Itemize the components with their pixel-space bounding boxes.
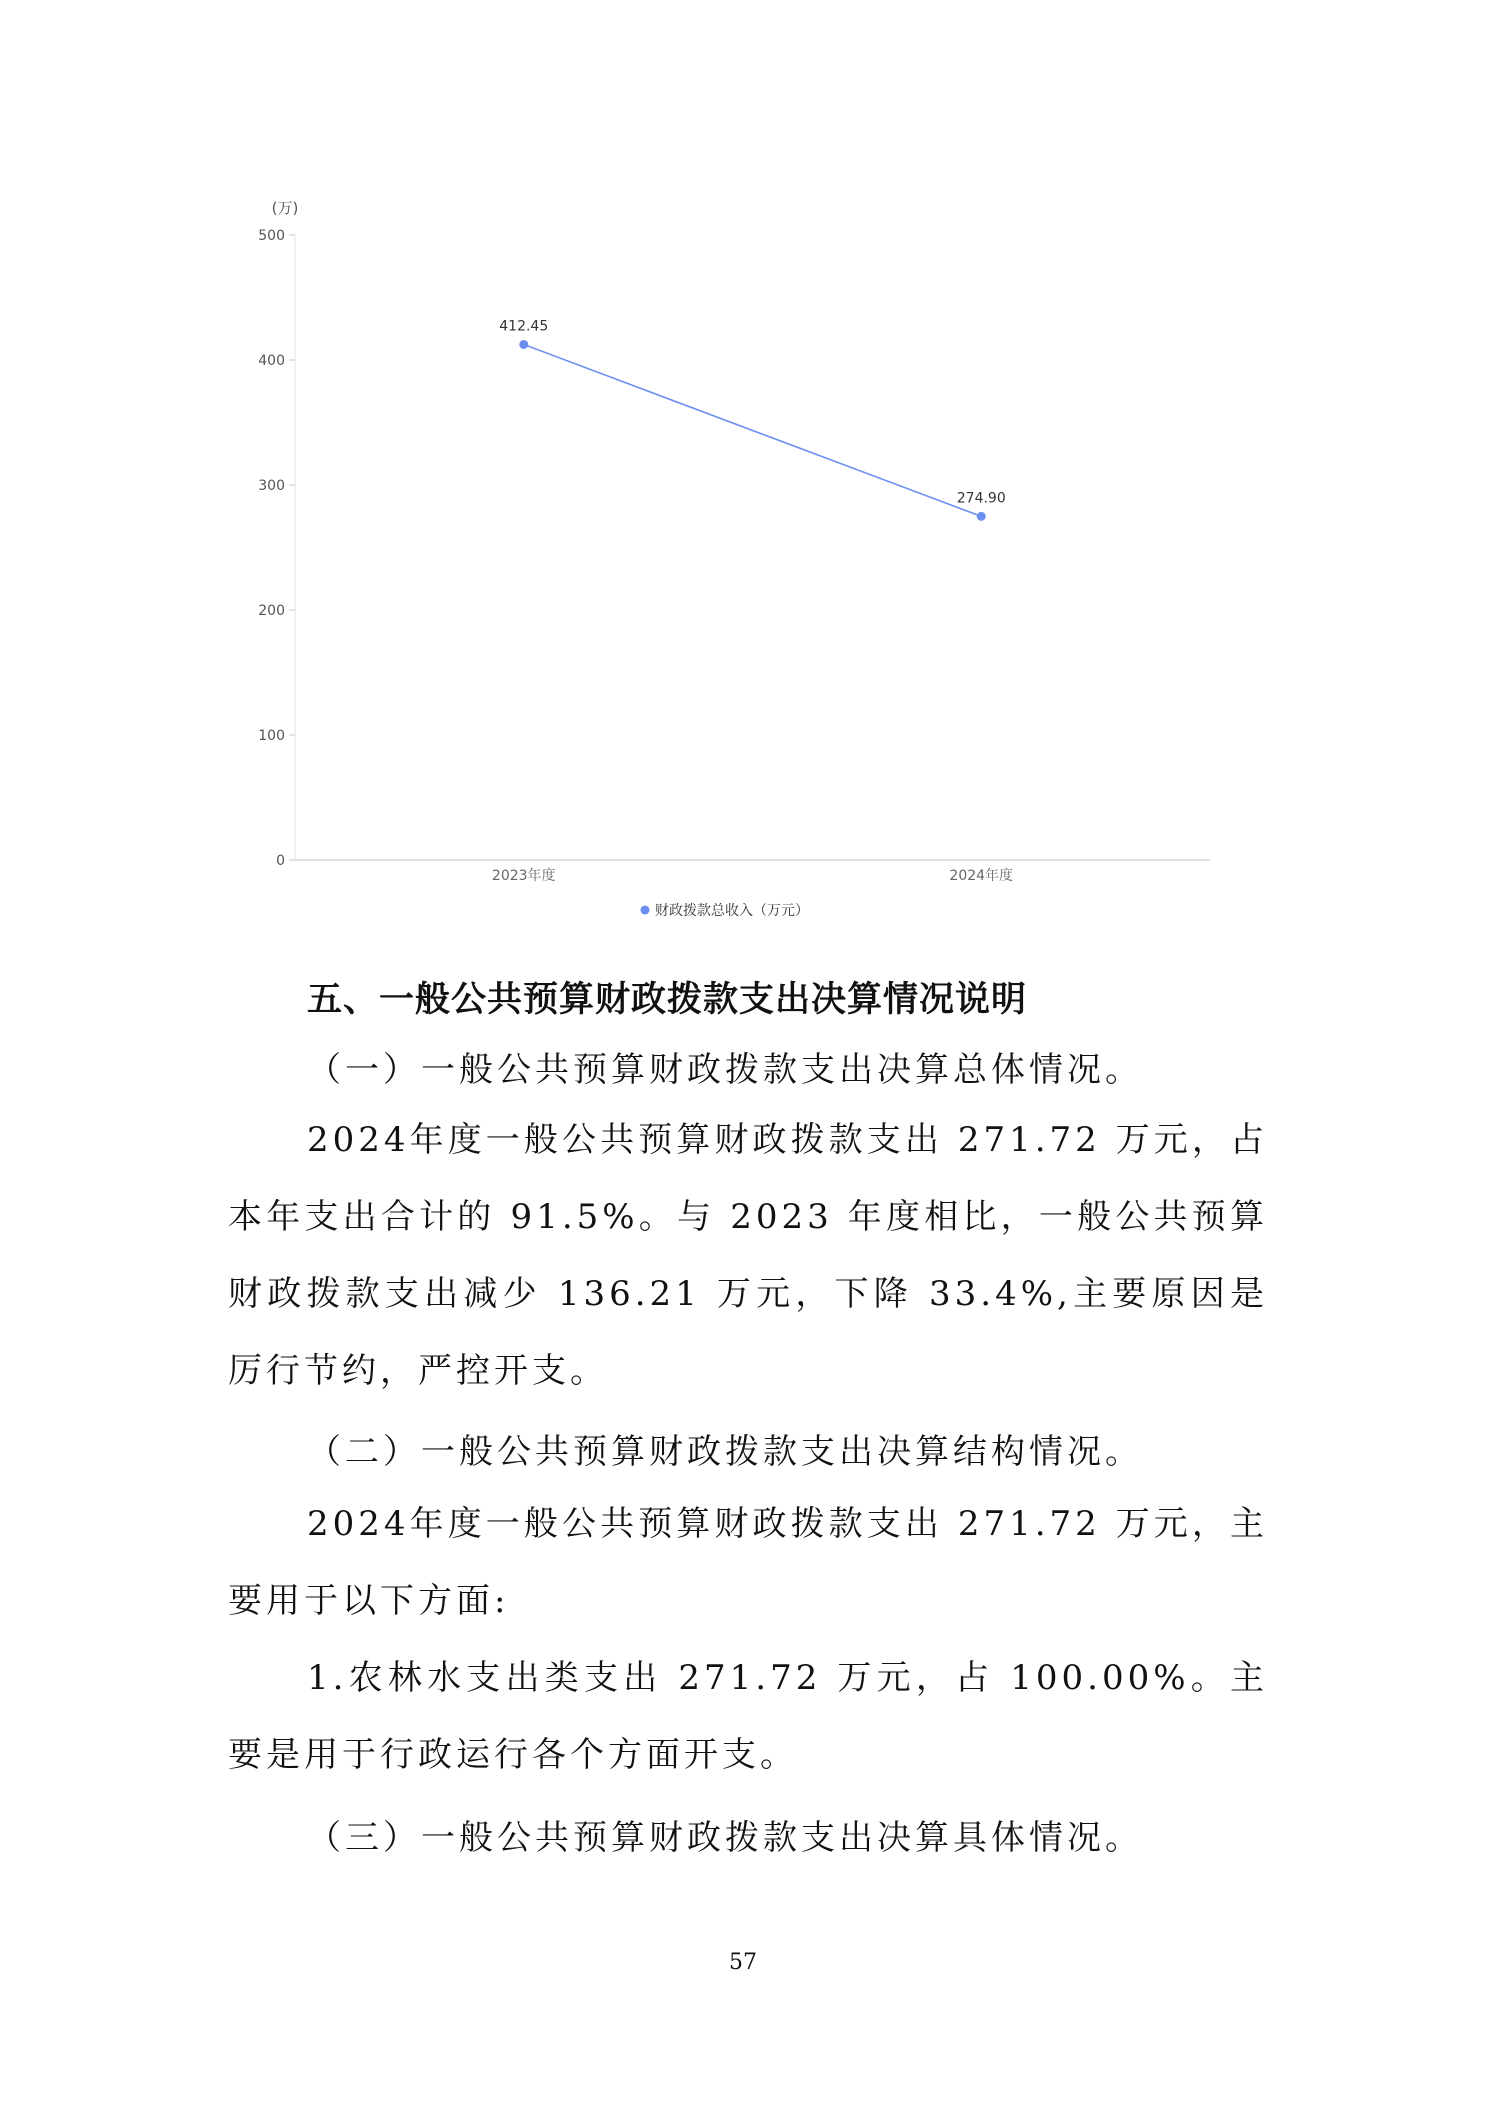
legend-label: 财政拨款总收入（万元）	[655, 903, 809, 919]
legend	[641, 902, 810, 919]
data-point	[977, 512, 986, 521]
x-axis	[492, 867, 1013, 884]
legend-marker	[641, 906, 650, 915]
y-tick-label: 0	[276, 853, 285, 869]
subheading-details: （三）一般公共预算财政拨款支出决算具体情况。	[307, 1818, 1143, 1858]
y-tick-label: 100	[258, 728, 285, 744]
y-tick-label: 500	[258, 228, 285, 244]
data-label: 412.45	[499, 318, 549, 335]
series-group	[499, 318, 1006, 520]
y-tick-label: 400	[258, 353, 285, 369]
y-tick-label: 300	[258, 478, 285, 494]
series-line	[524, 344, 982, 516]
y-tick-label: 200	[258, 603, 285, 619]
x-tick-label: 2024年度	[949, 868, 1014, 884]
data-point	[519, 340, 528, 349]
data-label: 274.90	[956, 490, 1006, 507]
paragraph-overall: 2024年度一般公共预算财政拨款支出 271.72 万元，占本年支出合计的 91.5%。与 2023 年度相比，一般公共预算财政拨款支出减少 136.21 万元，下降 33.4%,主要原因是厉行节约，严控开支。	[228, 1120, 1268, 1391]
subheading-structure: （二）一般公共预算财政拨款支出决算结构情况。	[307, 1432, 1143, 1472]
section-heading: 五、一般公共预算财政拨款支出决算情况说明	[307, 980, 1028, 1020]
paragraph-structure: 2024年度一般公共预算财政拨款支出 271.72 万元，主要用于以下方面:	[228, 1504, 1268, 1621]
page-number: 57	[729, 1950, 757, 1975]
list-item-agriculture: 1.农林水支出类支出 271.72 万元，占 100.00%。主要是用于行政运行各个方面开支。	[228, 1658, 1268, 1775]
revenue-line-chart	[250, 190, 1240, 950]
y-axis	[258, 228, 295, 869]
subheading-overall: （一）一般公共预算财政拨款支出决算总体情况。	[307, 1050, 1143, 1090]
y-axis-unit-label: (万)	[271, 199, 299, 217]
x-tick-label: 2023年度	[491, 868, 556, 884]
